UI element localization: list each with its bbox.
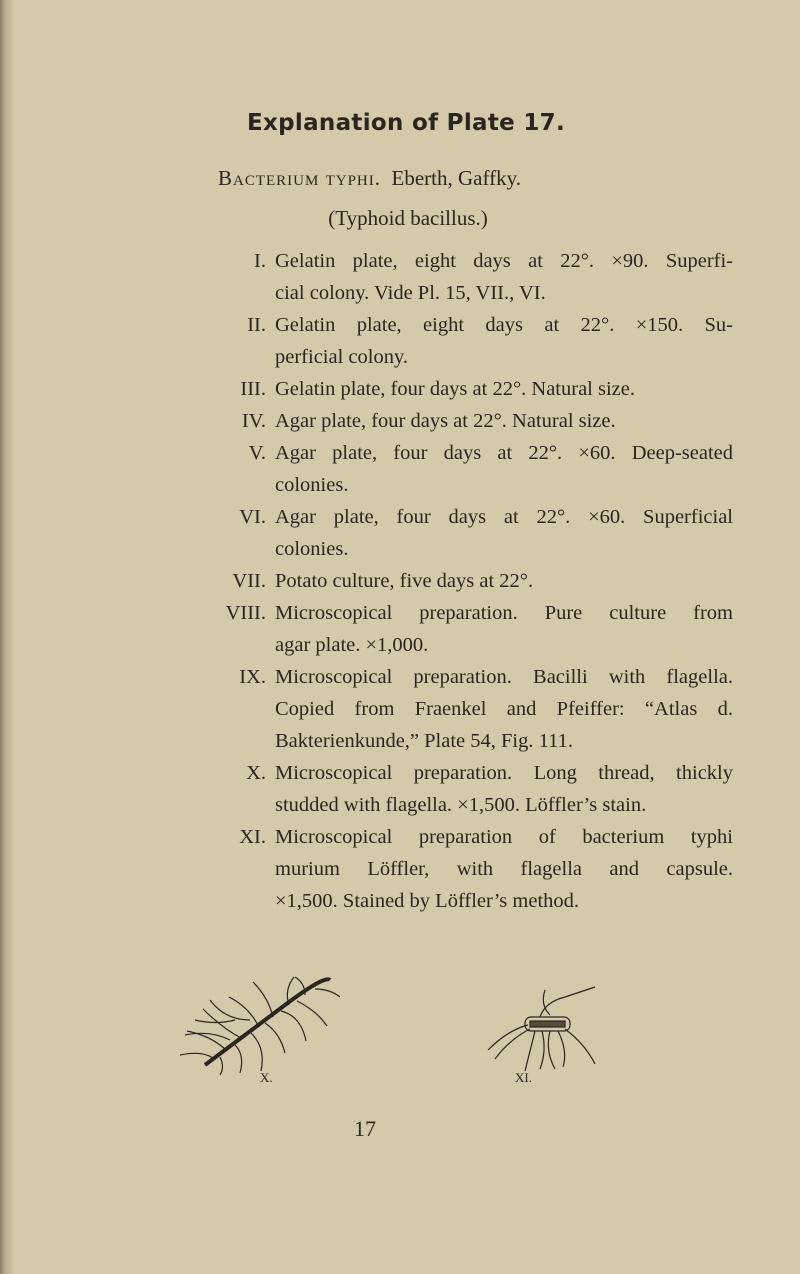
entry-line: Microscopical preparation. Bacilli with flagella. [275, 666, 733, 688]
entry-line: colonies. [275, 538, 349, 560]
common-name: (Typhoid bacillus.) [328, 206, 488, 230]
entry-line: studded with flagella. ×1,500. Löffler’s stain. [275, 794, 647, 816]
entry-numeral: VI. [239, 506, 266, 528]
plate-entry [0, 597, 800, 661]
entry-line: Microscopical preparation. Pure culture from [275, 602, 733, 624]
plate-entry [0, 661, 800, 757]
plate-explanation-list [0, 245, 800, 917]
authors: Eberth, Gaffky. [391, 166, 521, 190]
entry-line: perficial colony. [275, 346, 408, 368]
plate-entry [0, 437, 800, 501]
entry-text [275, 309, 733, 373]
entry-text [275, 405, 733, 437]
plate-entry [0, 821, 800, 917]
entry-text [275, 501, 733, 565]
entry-text [275, 821, 733, 917]
entry-numeral: VII. [232, 570, 266, 592]
plate-entry [0, 405, 800, 437]
entry-line: Copied from Fraenkel and Pfeiffer: “Atlas d. [275, 698, 733, 720]
entry-line: Agar plate, four days at 22°. ×60. Deep-seated [275, 442, 733, 464]
entry-numeral: VIII. [225, 602, 266, 624]
plate-entry [0, 245, 800, 309]
figure-label-x: X. [260, 1070, 273, 1085]
entry-text [275, 757, 733, 821]
entry-text [275, 565, 733, 597]
entry-line: Gelatin plate, eight days at 22°. ×90. Superfi- [275, 250, 733, 272]
entry-numeral: I. [254, 250, 266, 272]
entry-line: Microscopical preparation of bacterium typhi [275, 826, 733, 848]
plate-entry [0, 309, 800, 373]
page-title: Explanation of Plate 17. [247, 110, 565, 136]
entry-text [275, 437, 733, 501]
plate-entry [0, 501, 800, 565]
entry-line: murium Löffler, with flagella and capsule. [275, 858, 733, 880]
entry-line: Gelatin plate, eight days at 22°. ×150. Su- [275, 314, 733, 336]
entry-numeral: II. [247, 314, 266, 336]
entry-line: ×1,500. Stained by Löffler’s method. [275, 890, 580, 912]
figure-label-xi: XI. [515, 1070, 532, 1085]
entry-numeral: X. [246, 762, 266, 784]
entry-line: cial colony. Vide Pl. 15, VII., VI. [275, 282, 546, 304]
entry-numeral: XI. [239, 826, 266, 848]
entry-text [275, 597, 733, 661]
figure-x-flagellated-thread [165, 975, 345, 1075]
entry-line: colonies. [275, 474, 349, 496]
species-name: Bacterium typhi. [218, 166, 382, 190]
entry-line: agar plate. ×1,000. [275, 634, 429, 656]
entry-line: Microscopical preparation. Long thread, thickly [275, 762, 733, 784]
entry-text [275, 661, 733, 757]
entry-line: Agar plate, four days at 22°. Natural size. [275, 410, 616, 432]
plate-entry [0, 373, 800, 405]
page-number: 17 [354, 1116, 376, 1141]
entry-numeral: IX. [239, 666, 266, 688]
figure-xi-capsulated-bacterium [480, 985, 620, 1075]
entry-text [275, 373, 733, 405]
entry-line: Potato culture, five days at 22°. [275, 570, 534, 592]
entry-numeral: III. [240, 378, 266, 400]
subtitle [218, 166, 521, 191]
entry-line: Bakterienkunde,” Plate 54, Fig. 111. [275, 730, 573, 752]
entry-line: Gelatin plate, four days at 22°. Natural size. [275, 378, 635, 400]
entry-numeral: V. [248, 442, 266, 464]
entry-text [275, 245, 733, 309]
plate-entry [0, 565, 800, 597]
plate-entry [0, 757, 800, 821]
entry-numeral: IV. [241, 410, 266, 432]
entry-line: Agar plate, four days at 22°. ×60. Superficial [275, 506, 733, 528]
